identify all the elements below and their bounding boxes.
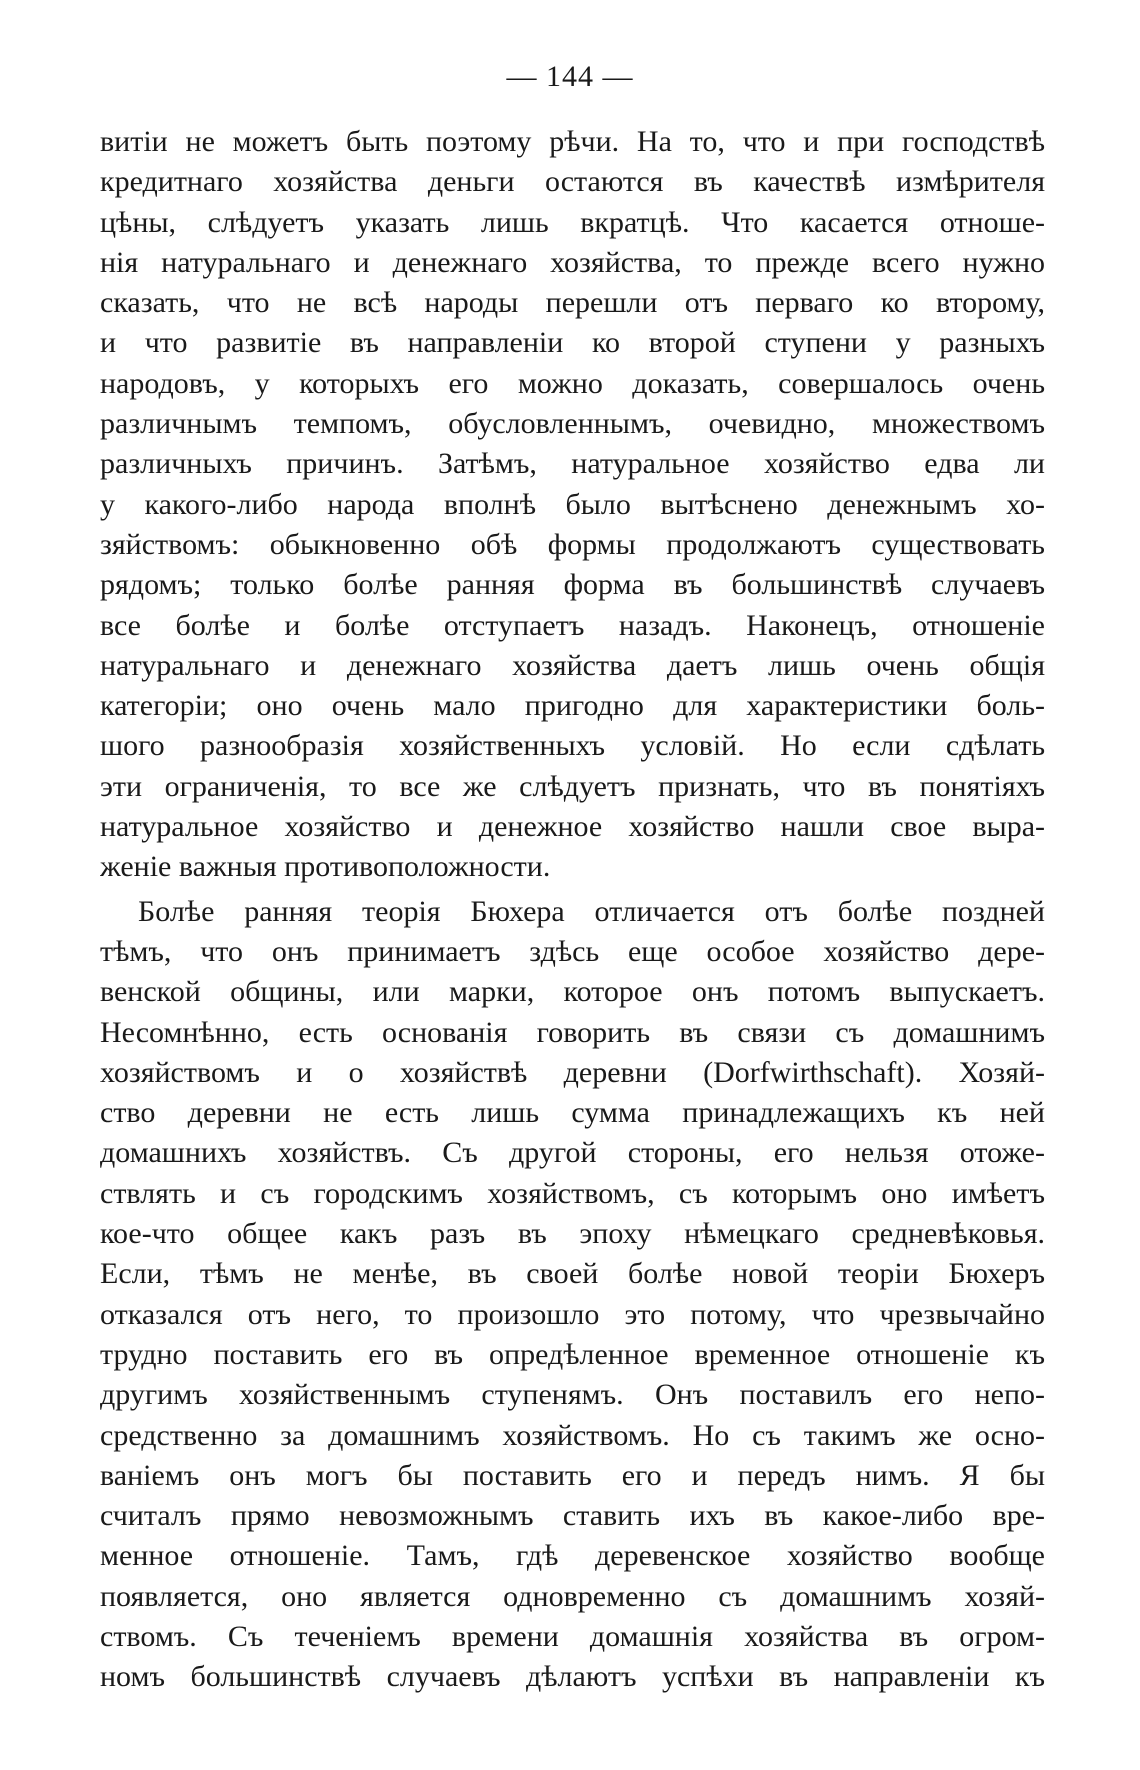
text-line: Болѣе ранняя теорія Бюхера отличается отъ болѣе поздней (138, 894, 1045, 928)
text-line: кое-что общее какъ разъ въ эпоху нѣмецкаго средневѣковья. (100, 1217, 1045, 1251)
text-line: Если, тѣмъ не менѣе, въ своей болѣе новой теоріи Бюхеръ (100, 1257, 1045, 1291)
text-line: средственно за домашнимъ хозяйствомъ. Но съ такимъ же осно- (100, 1418, 1045, 1452)
text-line: домашнихъ хозяйствъ. Съ другой стороны, его нельзя отоже- (100, 1136, 1045, 1170)
text-line: женіе важныя противоположности. (100, 850, 551, 884)
page-number: — 144 — (506, 60, 634, 93)
text-line: различнымъ темпомъ, обусловленнымъ, очевидно, множествомъ (100, 407, 1045, 441)
text-line: появляется, оно является одновременно съ домашнимъ хозяй- (100, 1579, 1045, 1613)
text-line: считалъ прямо невозможнымъ ставить ихъ въ какое-либо вре- (100, 1499, 1045, 1533)
text-line: различныхъ причинъ. Затѣмъ, натуральное хозяйство едва ли (100, 447, 1045, 481)
body-text (100, 122, 1045, 1698)
text-line: и что развитіе въ направленіи ко второй ступени у разныхъ (100, 326, 1045, 360)
text-line: ство деревни не есть лишь сумма принадлежащихъ къ ней (100, 1096, 1045, 1130)
text-line: зяйствомъ: обыкновенно обѣ формы продолжаютъ существовать (100, 527, 1045, 561)
text-line: натуральнаго и денежнаго хозяйства даетъ лишь очень общія (100, 648, 1045, 682)
text-line: кредитнаго хозяйства деньги остаются въ качествѣ измѣрителя (100, 165, 1045, 199)
text-line: другимъ хозяйственнымъ ступенямъ. Онъ поставилъ его непо- (100, 1378, 1045, 1412)
text-line: номъ большинствѣ случаевъ дѣлаютъ успѣхи въ направленіи къ (100, 1660, 1045, 1694)
text-line: сказать, что не всѣ народы перешли отъ перваго ко второму, (100, 286, 1045, 320)
text-line: натуральное хозяйство и денежное хозяйство нашли свое выра- (100, 810, 1045, 844)
text-line: ствомъ. Съ теченіемъ времени домашнія хозяйства въ огром- (100, 1619, 1045, 1653)
paragraph-1 (100, 122, 1045, 888)
text-line: народовъ, у которыхъ его можно доказать, совершалось очень (100, 366, 1045, 400)
text-line: у какого-либо народа вполнѣ было вытѣснено денежнымъ хо- (100, 487, 1045, 521)
text-line: Несомнѣнно, есть основанія говорить въ связи съ домашнимъ (100, 1015, 1045, 1049)
text-line: нія натуральнаго и денежнаго хозяйства, то прежде всего нужно (100, 245, 1045, 279)
text-line: рядомъ; только болѣе ранняя форма въ большинствѣ случаевъ (100, 568, 1045, 602)
text-line: трудно поставить его въ опредѣленное временное отношеніе къ (100, 1337, 1045, 1371)
text-line: категоріи; оно очень мало пригодно для характеристики боль- (100, 689, 1045, 723)
text-line: менное отношеніе. Тамъ, гдѣ деревенское хозяйство вообще (100, 1539, 1045, 1573)
text-line: хозяйствомъ и о хозяйствѣ деревни (Dorfwirthschaft). Хозяй- (100, 1055, 1045, 1089)
text-line: все болѣе и болѣе отступаетъ назадъ. Наконецъ, отношеніе (100, 608, 1045, 642)
text-line: ствлять и съ городскимъ хозяйствомъ, съ которымъ оно имѣетъ (100, 1176, 1045, 1210)
text-line: эти ограниченія, то все же слѣдуетъ признать, что въ понятіяхъ (100, 769, 1045, 803)
text-line: шого разнообразія хозяйственныхъ условій. Но если сдѣлать (100, 729, 1045, 763)
text-line: ваніемъ онъ могъ бы поставить его и передъ нимъ. Я бы (100, 1458, 1045, 1492)
text-line: тѣмъ, что онъ принимаетъ здѣсь еще особое хозяйство дере- (100, 934, 1045, 968)
text-line: отказался отъ него, то произошло это потому, что чрезвычайно (100, 1297, 1045, 1331)
text-line: цѣны, слѣдуетъ указать лишь вкратцѣ. Что касается отноше- (100, 205, 1045, 239)
text-line: венской общины, или марки, которое онъ потомъ выпускаетъ. (100, 975, 1045, 1009)
text-line: витіи не можетъ быть поэтому рѣчи. На то, что и при господствѣ (100, 125, 1045, 158)
paragraph-2 (100, 892, 1045, 1698)
